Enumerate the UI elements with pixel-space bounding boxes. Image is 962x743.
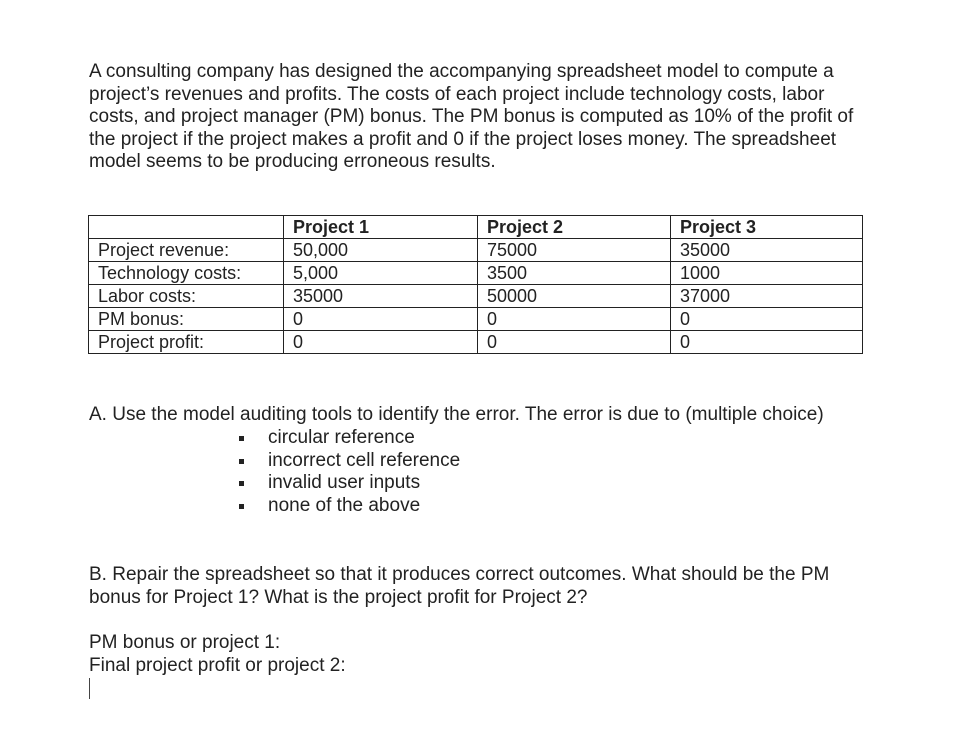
table-cell: 0 xyxy=(671,331,863,354)
choice-label: invalid user inputs xyxy=(268,472,421,494)
table-header-cell: Project 3 xyxy=(671,216,863,239)
row-label: PM bonus: xyxy=(89,308,284,331)
choice-label: incorrect cell reference xyxy=(268,449,461,471)
table-cell: 35000 xyxy=(284,285,478,308)
table-header-row xyxy=(89,216,863,239)
square-bullet-icon xyxy=(239,481,244,486)
table-row xyxy=(89,262,863,285)
square-bullet-icon xyxy=(239,436,244,441)
spreadsheet-model-table xyxy=(88,215,863,354)
table-cell: 35000 xyxy=(671,239,863,262)
answer-section[interactable] xyxy=(89,632,346,677)
table-cell: 50,000 xyxy=(284,239,478,262)
row-label: Technology costs: xyxy=(89,262,284,285)
table-header-cell: Project 1 xyxy=(284,216,478,239)
table-cell: 0 xyxy=(478,308,671,331)
table-row xyxy=(89,331,863,354)
question-a-prompt: A. Use the model auditing tools to identify the error. The error is due to (multiple choice) xyxy=(89,404,824,425)
choice-item[interactable] xyxy=(231,450,460,473)
table-cell: 75000 xyxy=(478,239,671,262)
text-cursor[interactable] xyxy=(89,678,90,699)
table-row xyxy=(89,285,863,308)
question-b-prompt: B. Repair the spreadsheet so that it produces correct outcomes. What should be the PM bonus for Project 1? What is the project profit for Project 2? xyxy=(89,564,830,608)
choice-item[interactable] xyxy=(231,472,460,495)
table-header-cell xyxy=(89,216,284,239)
choice-item[interactable] xyxy=(231,427,460,450)
table-cell: 3500 xyxy=(478,262,671,285)
square-bullet-icon xyxy=(239,459,244,464)
table-row xyxy=(89,308,863,331)
table-header-cell: Project 2 xyxy=(478,216,671,239)
table-cell: 0 xyxy=(671,308,863,331)
intro-paragraph: A consulting company has designed the accompanying spreadsheet model to compute a project’s revenues and profits. The costs of each project include technology costs, labor costs, and project manager (PM) bonus. The PM bonus is computed as 10% of the profit of the project if the project makes a profit and 0 if the project loses money. The spreadsheet model seems to be producing erroneous results. xyxy=(89,61,854,173)
table-cell: 0 xyxy=(284,331,478,354)
answer-line-project-profit[interactable]: Final project profit or project 2: xyxy=(89,654,346,676)
choice-label: circular reference xyxy=(268,427,415,448)
table-cell: 0 xyxy=(478,331,671,354)
choice-label: none of the above xyxy=(268,495,421,517)
row-label: Labor costs: xyxy=(89,285,284,308)
table-cell: 37000 xyxy=(671,285,863,308)
table-row xyxy=(89,239,863,262)
square-bullet-icon xyxy=(239,504,244,509)
table-cell: 50000 xyxy=(478,285,671,308)
answer-line-pm-bonus[interactable]: PM bonus or project 1: xyxy=(89,632,281,653)
choice-item[interactable] xyxy=(231,495,460,518)
row-label: Project revenue: xyxy=(89,239,284,262)
table-cell: 5,000 xyxy=(284,262,478,285)
table-cell: 0 xyxy=(284,308,478,331)
table-cell: 1000 xyxy=(671,262,863,285)
row-label: Project profit: xyxy=(89,331,284,354)
multiple-choice-list xyxy=(231,427,460,518)
